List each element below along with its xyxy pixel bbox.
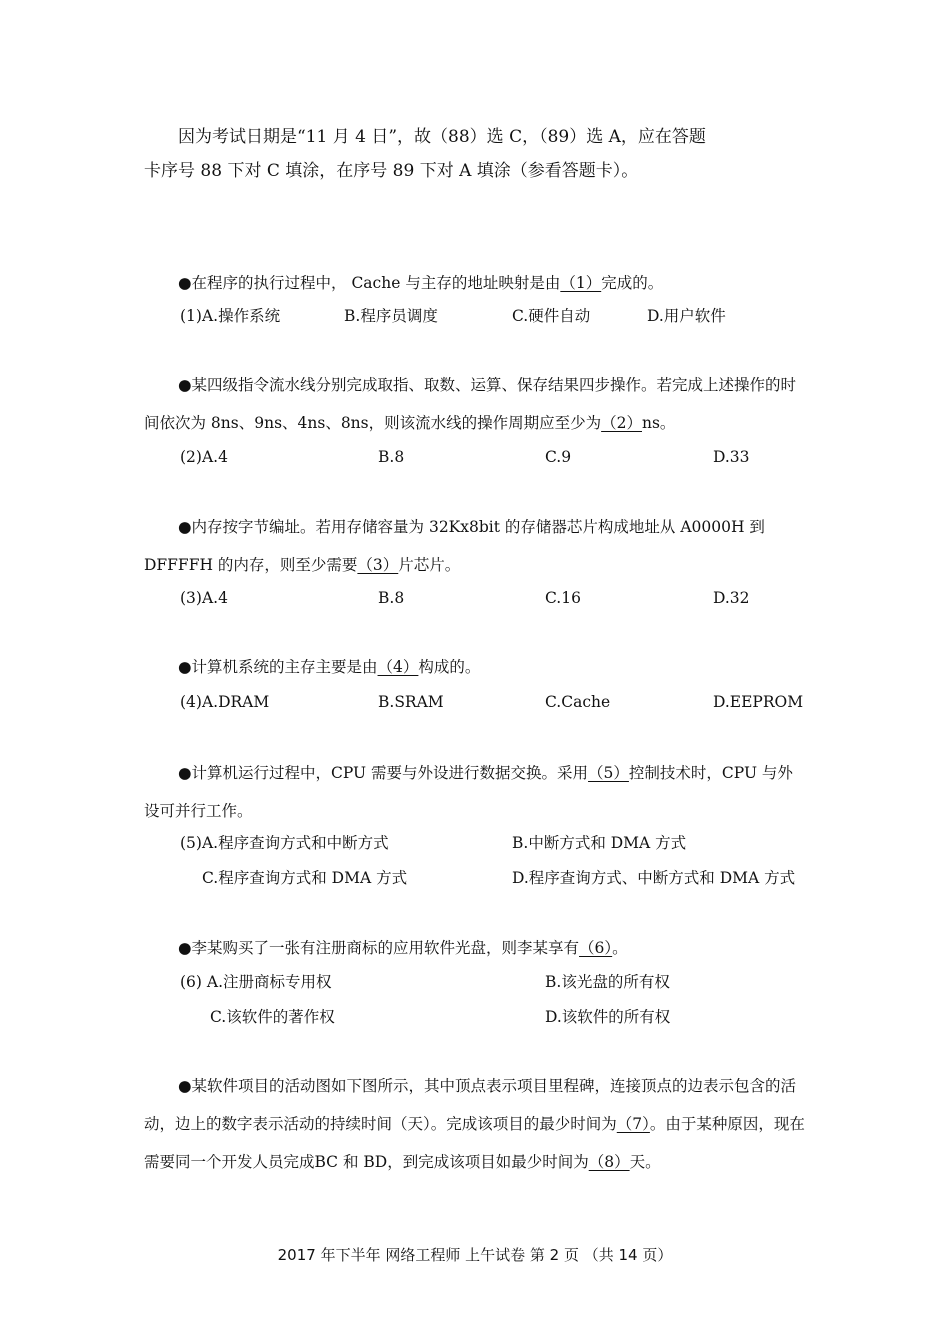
question-1-text: ●在程序的执行过程中， Cache 与主存的地址映射是由	[178, 274, 561, 292]
question-4-text: ●计算机系统的主存主要是由	[178, 658, 378, 676]
question-5-text-end: 控制技术时，CPU 与外设可并行工作。	[144, 764, 793, 820]
option-4b: B.SRAM	[378, 693, 444, 711]
option-2b: B.8	[378, 448, 405, 466]
question-1-text-end: 完成的。	[601, 274, 664, 292]
option-1b: B.程序员调度	[344, 307, 438, 325]
answer-blank-1: （1）	[560, 274, 602, 292]
option-1a: (1)A.操作系统	[180, 307, 281, 325]
option-1d: D.用户软件	[647, 307, 726, 325]
question-6-text-end: 。	[612, 939, 628, 957]
option-6c: C.该软件的著作权	[210, 1008, 335, 1026]
answer-blank-4: （4）	[377, 658, 419, 676]
question-5-text: ●计算机运行过程中，CPU 需要与外设进行数据交换。采用	[178, 764, 589, 782]
option-4c: C.Cache	[545, 693, 611, 711]
option-3b: B.8	[378, 589, 405, 607]
intro-line-1: 因为考试日期是“11 月 4 日”，故（88）选 C，（89）选 A，应在答题	[178, 127, 706, 147]
option-5d: D.程序查询方式、中断方式和 DMA 方式	[512, 869, 796, 887]
question-2	[144, 366, 808, 442]
option-4d: D.EEPROM	[713, 693, 804, 711]
question-4-text-end: 构成的。	[418, 658, 481, 676]
option-2a: (2)A.4	[180, 448, 228, 466]
option-5b: B.中断方式和 DMA 方式	[512, 834, 687, 852]
answer-blank-5: （5）	[588, 764, 629, 782]
question-6-text: ●李某购买了一张有注册商标的应用软件光盘，则李某享有	[178, 939, 580, 957]
answer-blank-3: （3）	[357, 556, 399, 574]
answer-blank-6: （6）	[579, 939, 613, 957]
question-7-text: ●某软件项目的活动图如下图所示，其中顶点表示项目里程碑，连接顶点的边表示包含的活动，边上的数字表示活动的持续时间（天）。完成该项目的最少时间为	[144, 1077, 797, 1133]
intro-line-2: 卡序号 88 下对 C 填涂，在序号 89 下对 A 填涂（参看答题卡）。	[144, 161, 639, 181]
option-1c: C.硬件自动	[512, 307, 591, 325]
option-6b: B.该光盘的所有权	[545, 973, 670, 991]
question-6	[144, 929, 808, 967]
option-5a: (5)A.程序查询方式和中断方式	[180, 834, 389, 852]
intro-paragraph	[144, 120, 808, 188]
option-3d: D.32	[713, 589, 750, 607]
page-footer: 2017 年下半年 网络工程师 上午试卷 第 2 页 （共 14 页）	[277, 1246, 673, 1264]
question-2-text-end: ns。	[642, 414, 676, 432]
option-5c: C.程序查询方式和 DMA 方式	[202, 869, 408, 887]
option-6d: D.该软件的所有权	[545, 1008, 671, 1026]
question-3-text: ●内存按字节编址。若用存储容量为 32Kx8bit 的存储器芯片构成地址从 A0000H 到 DFFFFH 的内存，则至少需要	[144, 518, 765, 574]
question-4	[144, 648, 808, 686]
answer-blank-7: （7）	[616, 1115, 650, 1133]
question-1	[144, 264, 808, 302]
option-3c: C.16	[545, 589, 581, 607]
option-2c: C.9	[545, 448, 572, 466]
option-2d: D.33	[713, 448, 750, 466]
option-6a: (6) A.注册商标专用权	[180, 973, 332, 991]
question-8-text: 。由于某种原因，现在需要同一个开发人员完成BC 和 BD，到完成该项目如最少时间为	[144, 1115, 805, 1171]
question-8-text-end: 天。	[629, 1153, 661, 1171]
question-3	[144, 508, 808, 584]
question-5	[144, 754, 808, 830]
question-2-text: ●某四级指令流水线分别完成取指、取数、运算、保存结果四步操作。若完成上述操作的时间依次为 8ns、9ns、4ns、8ns，则该流水线的操作周期应至少为	[144, 376, 797, 432]
question-3-text-end: 片芯片。	[398, 556, 461, 574]
question-7	[144, 1067, 808, 1181]
answer-blank-2: （2）	[601, 414, 642, 432]
option-4a: (4)A.DRAM	[180, 693, 270, 711]
option-3a: (3)A.4	[180, 589, 228, 607]
answer-blank-8: （8）	[588, 1153, 630, 1171]
